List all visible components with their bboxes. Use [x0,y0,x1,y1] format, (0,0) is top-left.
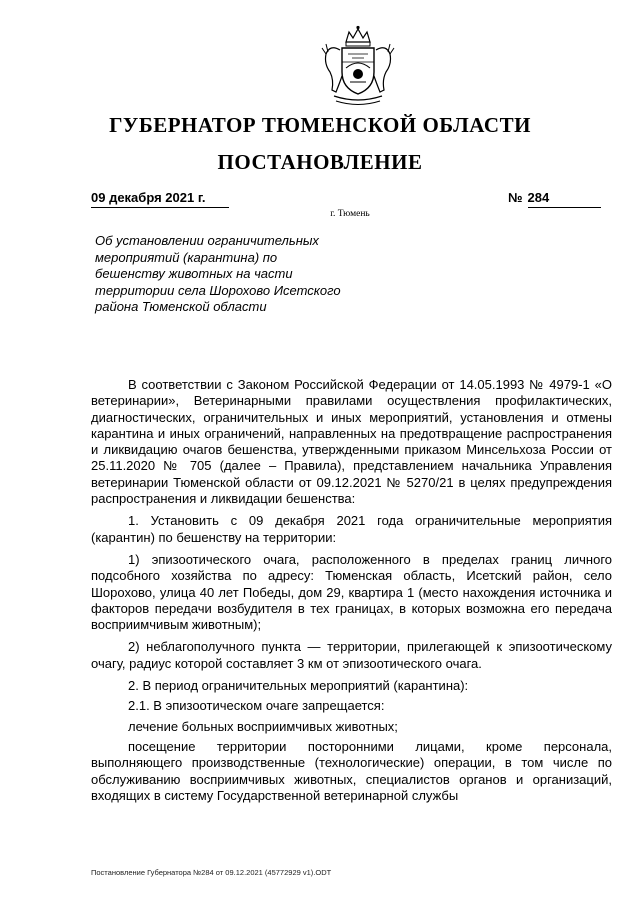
body-paragraph: 2. В период ограничительных мероприятий (карантина): [128,678,469,694]
number-value: 284 [528,190,601,208]
document-number [508,190,601,208]
coat-of-arms-emblem [316,24,400,110]
body-paragraph: В соответствии с Законом Российской Федерации от 14.05.1993 № 4979-1 «О ветеринарии», Ветеринарными правилами осуществления профилактических, диагностических, ограничительных и иных мероприятий, установления и отмены карантина и иных ограничений, направленных на предотвращение распространения и ликвидацию очагов бешенства, утвержденными приказом Минсельхоза России от 25.11.2020 № 705 (далее – Правила), представлением начальника Управления ветеринарии Тюменской области от 09.12.2021 № 5270/21 в целях предупреждения распространения и ликвидации бешенства: [91,377,612,507]
body-paragraph: 1) эпизоотического очага, расположенного в пределах границ личного подсобного хозяйства по адресу: Тюменская область, Исетский район, село Шорохово, улица 40 лет Победы, дом 29, квартира 1 (место нахождения источника и факторов передачи возбудителя в тех границах, в которых возможна его передача восприимчивым животным); [91,551,612,633]
page-footer: Постановление Губернатора №284 от 09.12.2021 (45772929 v1).ODT [91,868,332,877]
document-date: 09 декабря 2021 г. [91,190,229,208]
document-subject: Об установлении ограничительных мероприятий (карантина) по бешенству животных на части территории села Шорохово Исетского района Тюменской области [95,233,341,314]
body-paragraph: 2) неблагополучного пункта — территории, прилегающей к эпизоотическому очагу, радиус которой составляет 3 км от эпизоотического очага. [91,639,612,671]
body-paragraph: лечение больных восприимчивых животных; [128,718,398,734]
city-name: г. Тюмень [330,209,370,219]
governor-title: ГУБЕРНАТОР ТЮМЕНСКОЙ ОБЛАСТИ [109,113,531,137]
body-paragraph: посещение территории посторонними лицами, кроме персонала, выполняющего производственные (технологические) операции, в том числе по обслуживанию восприимчивых животных, специалистов органов и организаций, входящих в систему Государственной ветеринарной службы [91,738,612,803]
body-paragraph: 1. Установить с 09 декабря 2021 года ограничительные мероприятия (карантин) по бешенству на территории: [91,513,612,545]
number-sign: № [508,190,523,205]
document-body [91,377,612,810]
document-type: ПОСТАНОВЛЕНИЕ [217,150,423,174]
body-paragraph: 2.1. В эпизоотическом очаге запрещается: [128,698,385,714]
